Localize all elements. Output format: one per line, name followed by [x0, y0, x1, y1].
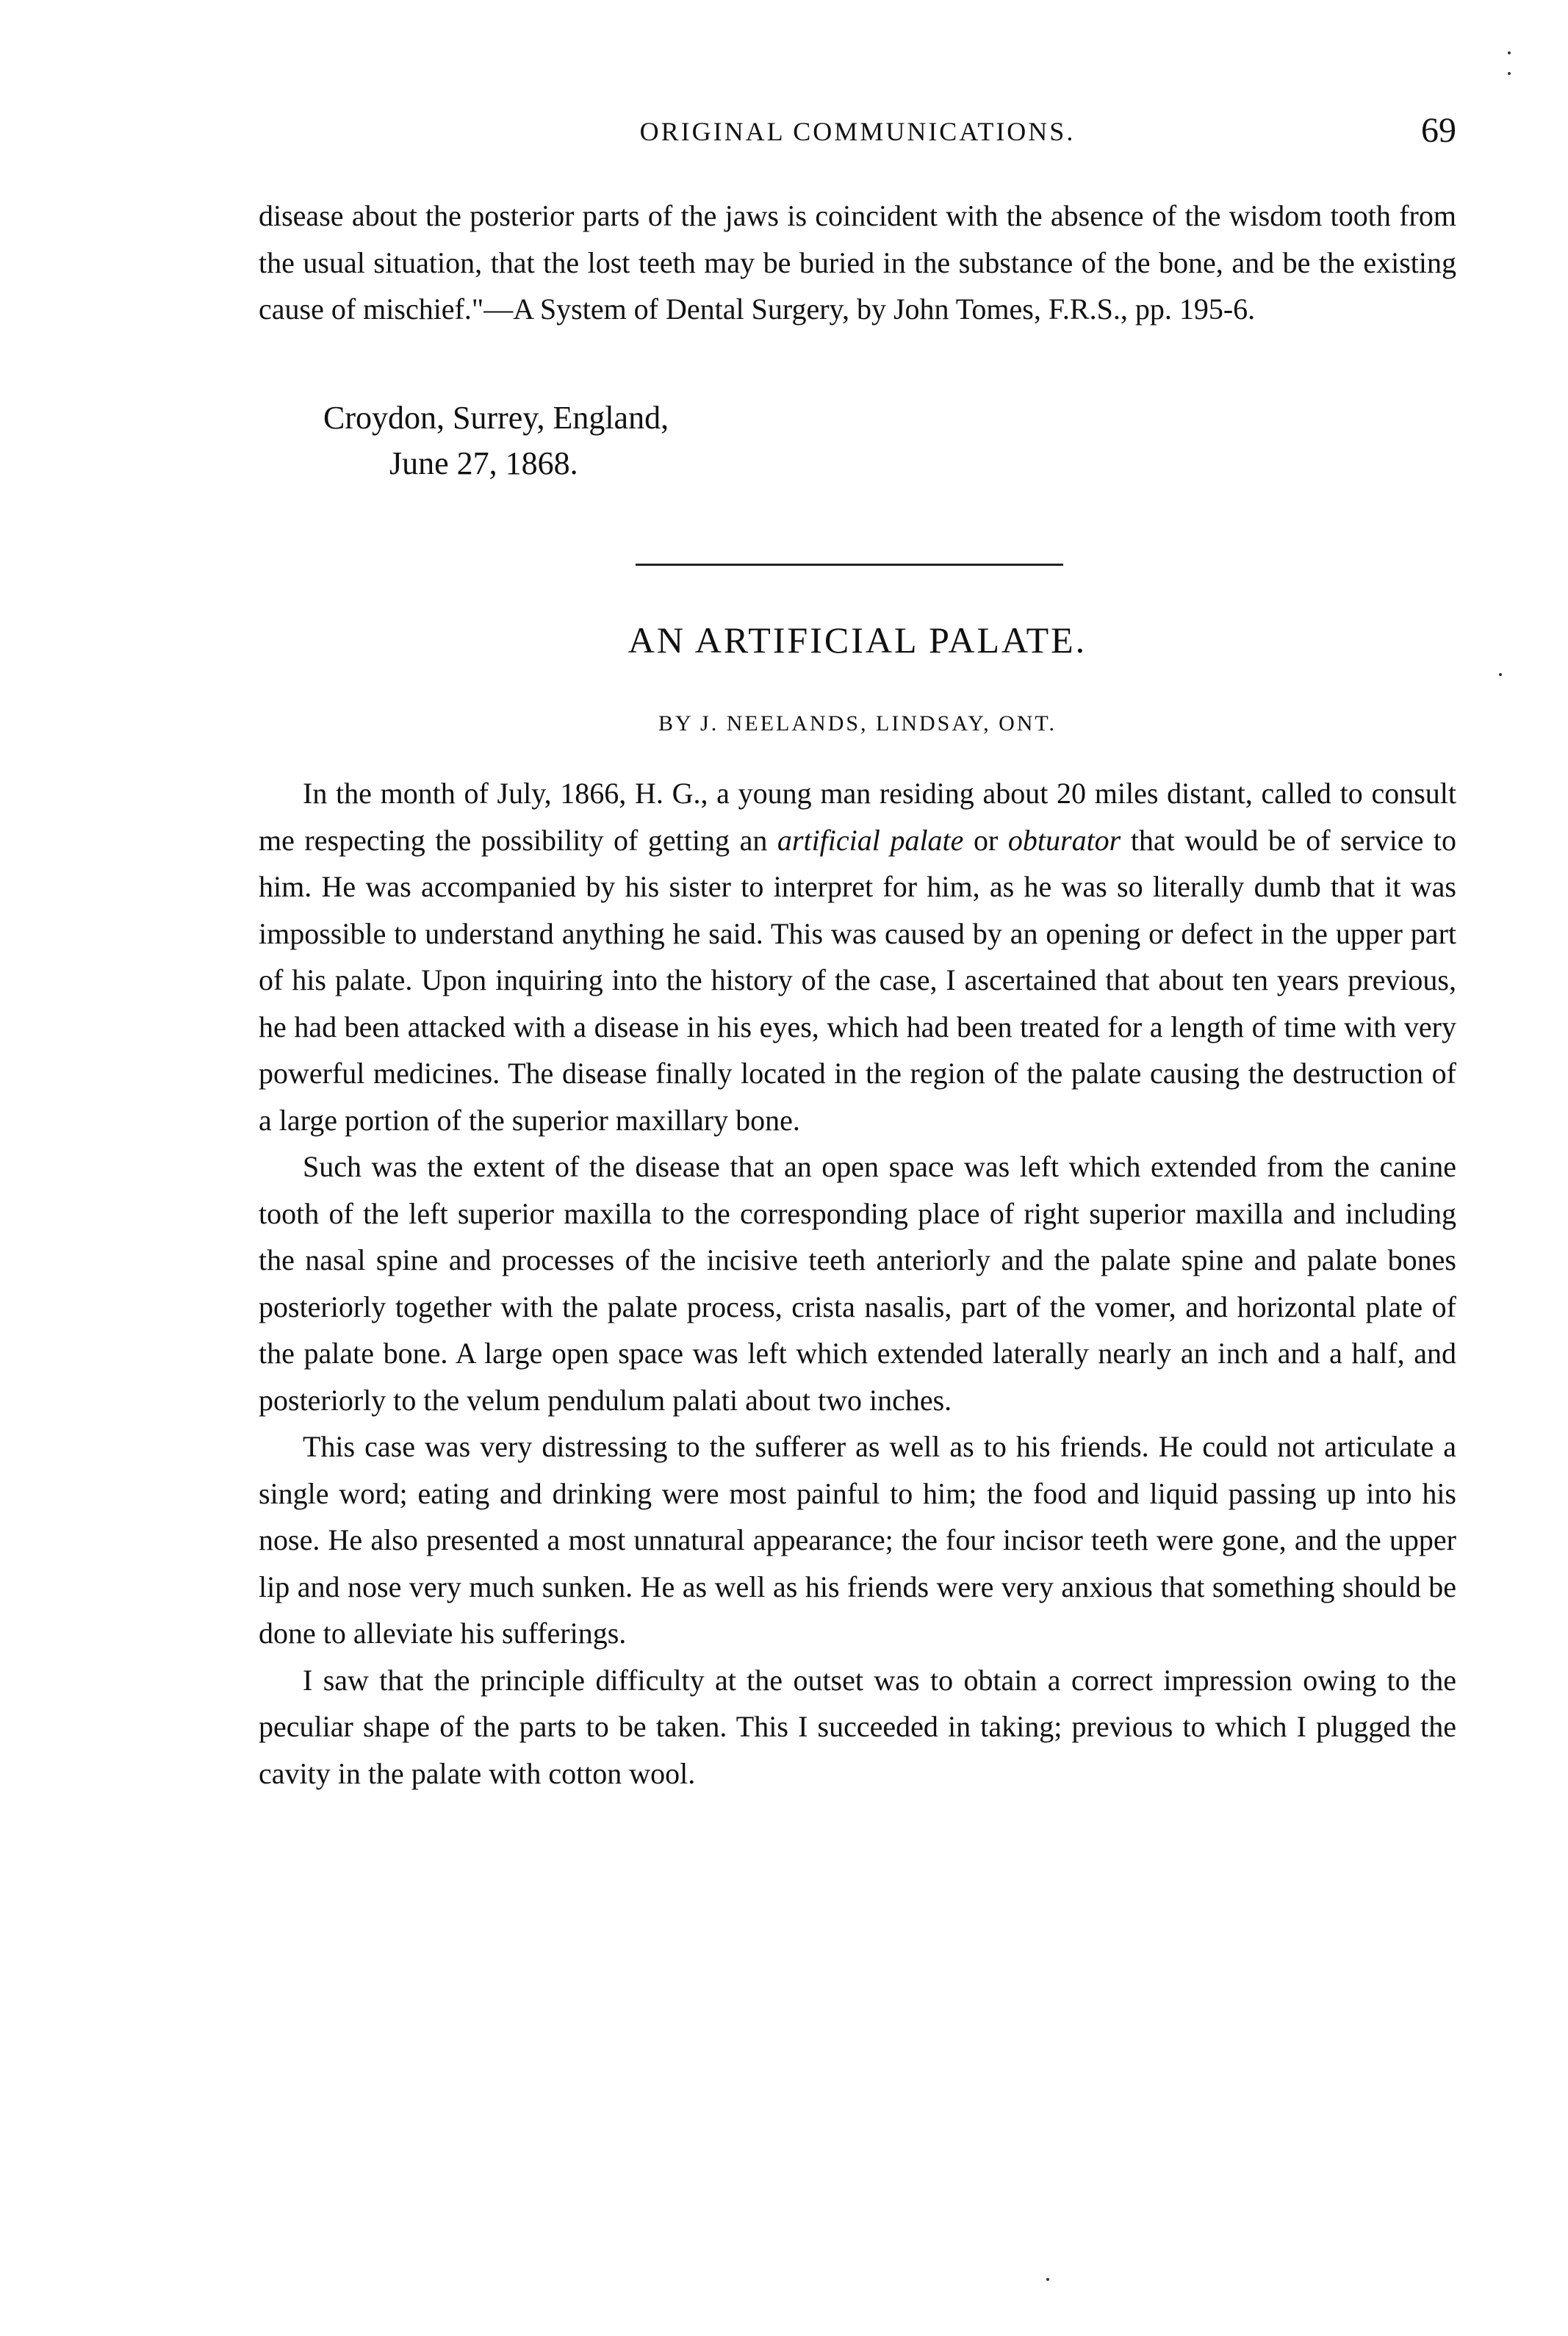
article-body: [259, 770, 1456, 1797]
continuation-paragraph: [259, 193, 1456, 333]
scan-speck: [1508, 72, 1511, 75]
running-head: [259, 110, 1456, 154]
paragraph-3: This case was very distressing to the sufferer as well as to his friends. He could not articulate a single word; eating and drinking were most painful to him; the food and liquid passing up into his nose. He also presented a most unnatural appearance; the four incisor teeth were gone, and the upper lip and nose very much sunken. He as well as his friends were very anxious that something should be done to alleviate his sufferings.: [259, 1430, 1456, 1650]
continuation-text: disease about the posterior parts of the jaws is coincident with the absence of the wisdom tooth from the usual situation, that the lost teeth may be buried in the substance of the bone, and be the existing cause of mischief."—A System of Dental Surgery, by John Tomes, F.R.S., pp. 195-6.: [259, 199, 1456, 326]
paragraph-2: Such was the extent of the disease that an open space was left which extended from the canine tooth of the left superior maxilla to the corresponding place of right superior maxilla and including the nasal spine and processes of the incisive teeth anteriorly and the palate spine and palate bones posteriorly together with the palate process, crista nasalis, part of the vomer, and horizontal plate of the palate bone. A large open space was left which extended laterally nearly an inch and a half, and posteriorly to the velum pendulum palati about two inches.: [259, 1150, 1456, 1417]
paragraph-1: [259, 770, 1456, 1143]
signoff: [323, 395, 669, 486]
paragraph-1-or: or: [974, 823, 999, 857]
paragraph-1-part-a: In the month of July, 1866, H. G., a young man residing about 20 miles distant, called to consult me respecting the possibility of getting an: [259, 777, 1456, 857]
signoff-place: Croydon, Surrey, England,: [323, 400, 669, 436]
paragraph-1-part-b: that would be of service to him. He was accompanied by his sister to interpret for him, as he was so literally dumb that it was impossible to understand anything he said. This was caused by an opening or defect in the upper part of his palate. Upon inquiring into the history of the case, I ascertained that about ten years previous, he had been attacked with a disease in his eyes, which had been treated for a length of time with very powerful medicines. The disease finally located in the region of the palate causing the destruction of a large portion of the superior maxillary bone.: [259, 823, 1457, 1137]
signoff-date: June 27, 1868.: [389, 445, 578, 481]
section-divider: [636, 564, 1063, 566]
running-title: ORIGINAL COMMUNICATIONS.: [639, 117, 1076, 146]
emphasis-obturator: obturator: [1007, 823, 1121, 857]
article-byline: BY J. NEELANDS, LINDSAY, ONT.: [658, 711, 1057, 736]
scan-speck: [1508, 51, 1511, 54]
scan-speck: [1046, 2278, 1049, 2281]
paragraph-4: I saw that the principle difficulty at the outset was to obtain a correct impression owing to the peculiar shape of the parts to be taken. This I succeeded in taking; previous to which I plugged the cavity in the palate with cotton wool.: [259, 1663, 1456, 1790]
article-title: AN ARTIFICIAL PALATE.: [627, 619, 1087, 661]
page-number: 69: [1421, 111, 1456, 150]
emphasis-artificial-palate: artificial palate: [777, 823, 964, 857]
scan-speck: [1499, 673, 1502, 676]
